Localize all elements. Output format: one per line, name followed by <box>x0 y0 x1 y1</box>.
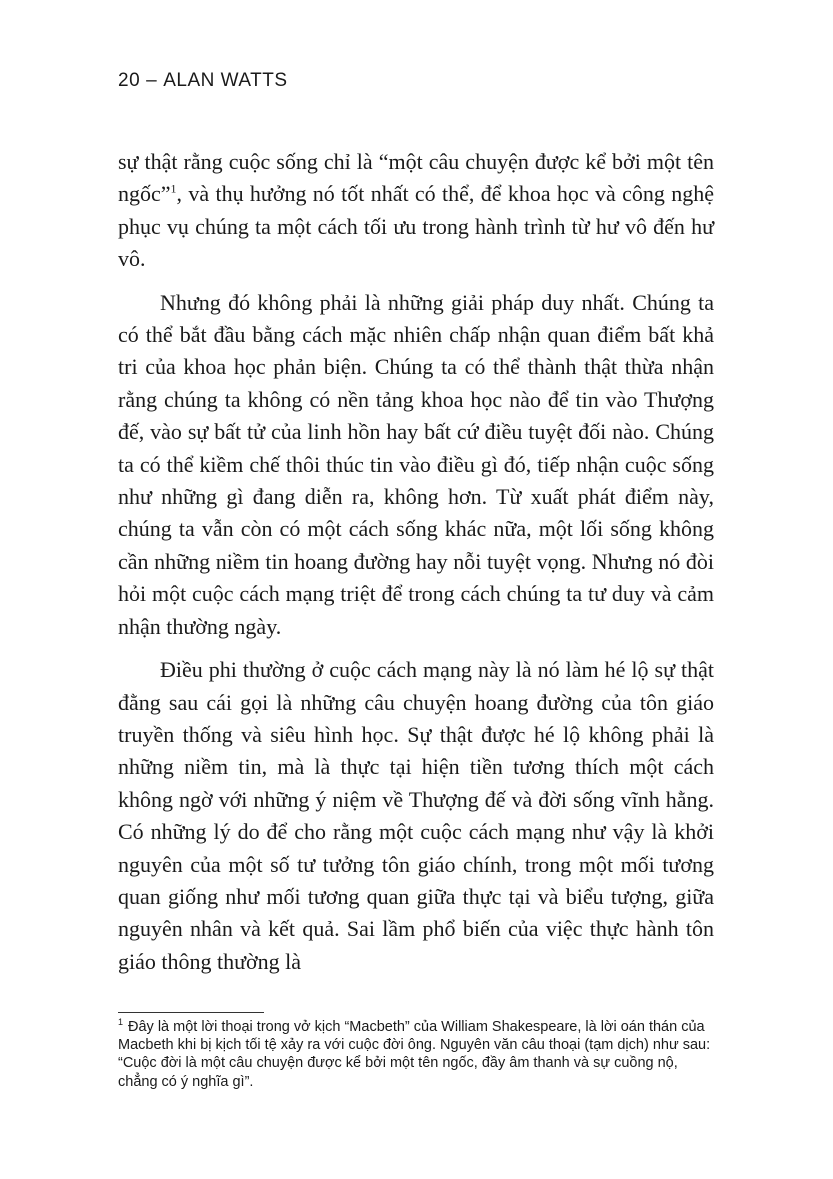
footnote-divider <box>118 1012 264 1013</box>
footnote <box>118 1018 714 1091</box>
body-text <box>118 146 714 989</box>
page-number: 20 <box>118 70 141 91</box>
footnote-marker: 1 <box>118 1017 124 1028</box>
footnote-reference[interactable]: 1 <box>170 182 177 197</box>
paragraph-1-rest: , và thụ hưởng nó tốt nhất có thể, để khoa học và công nghệ phục vụ chúng ta một cách tối ưu trong hành trình từ hư vô đến hư vô. <box>118 181 714 272</box>
header-separator: – <box>146 70 158 91</box>
paragraph-3: Điều phi thường ở cuộc cách mạng này là nó làm hé lộ sự thật đằng sau cái gọi là những câu chuyện hoang đường của tôn giáo truyền thống và siêu hình học. Sự thật được hé lộ không phải là những niềm tin, mà là thực tại hiện tiền tương thích một cách không ngờ với những ý niệm về Thượng đế và đời sống vĩnh hằng. Có những lý do để cho rằng một cuộc cách mạng như vậy là khởi nguyên của một số tư tưởng tôn giáo chính, trong một mối tương quan giống như mối tương quan giữa thực tại và biểu tượng, giữa nguyên nhân và kết quả. Sai lầm phổ biến của việc thực hành tôn giáo thông thường là <box>118 657 714 974</box>
paragraph-1-text: sự thật rằng cuộc sống chỉ là “một câu chuyện được kể bởi một tên ngốc” <box>118 149 714 207</box>
paragraph-1 <box>118 146 714 276</box>
author-name: ALAN WATTS <box>163 70 288 91</box>
running-header <box>118 70 288 92</box>
paragraph-2: Nhưng đó không phải là những giải pháp duy nhất. Chúng ta có thể bắt đầu bằng cách mặc nhiên chấp nhận quan điểm bất khả tri của khoa học phản biện. Chúng ta có thể thành thật thừa nhận rằng chúng ta không có nền tảng khoa học nào để tin vào Thượng đế, vào sự bất tử của linh hồn hay bất cứ điều tuyệt đối nào. Chúng ta có thể kiềm chế thôi thúc tin vào điều gì đó, tiếp nhận cuộc sống như những gì đang diễn ra, không hơn. Từ xuất phát điểm này, chúng ta vẫn còn có một cách sống khác nữa, một lối sống không cần những niềm tin hoang đường hay nỗi tuyệt vọng. Nhưng nó đòi hỏi một cuộc cách mạng triệt để trong cách chúng ta tư duy và cảm nhận thường ngày. <box>118 289 714 639</box>
footnote-text: Đây là một lời thoại trong vở kịch “Macbeth” của William Shakespeare, là lời oán thán của Macbeth khi bị kịch tối tệ xảy ra với cuộc đời ông. Nguyên văn câu thoại (tạm dịch) như sau: “Cuộc đời là một câu chuyện được kể bởi một tên ngốc, đầy âm thanh và sự cuồng nộ, chẳng có ý nghĩa gì”. <box>118 1019 711 1090</box>
